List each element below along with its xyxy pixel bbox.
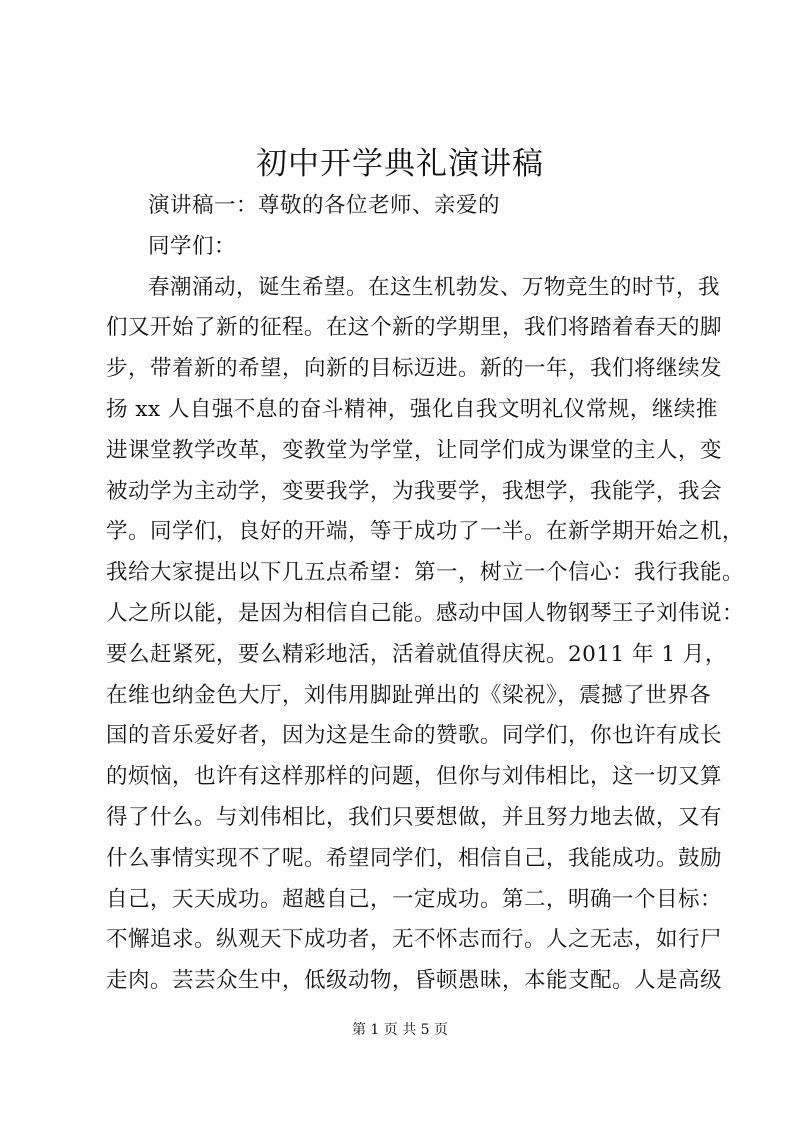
body-line: 进课堂教学改革，变教堂为学堂，让同学们成为课堂的主人，变 — [106, 437, 723, 463]
body-line: 要么赶紧死，要么精彩地活，活着就值得庆祝。2011 年 1 月， — [106, 641, 727, 667]
body-line: 被动学为主动学，变要我学，为我要学，我想学，我能学，我会 — [106, 478, 723, 504]
body-line: 我给大家提出以下几五点希望：第一，树立一个信心：我行我能。 — [106, 560, 745, 586]
body-line: 春潮涌动，诞生希望。在这生机勃发、万物竞生的时节，我 — [148, 274, 721, 300]
body-line: 走肉。芸芸众生中，低级动物，昏顿愚昧，本能支配。人是高级 — [106, 968, 723, 994]
body-line: 在维也纳金色大厅，刘伟用脚趾弹出的《梁祝》，震撼了世界各 — [106, 682, 712, 708]
body-line: 的烦恼，也许有这样那样的问题，但你与刘伟相比，这一切又算 — [106, 764, 723, 790]
document-body — [106, 186, 745, 1002]
body-line: 自己，天天成功。超越自己，一定成功。第二，明确一个目标： — [106, 886, 723, 912]
body-line: 扬 xx 人自强不息的奋斗精神，强化自我文明礼仪常规，继续推 — [106, 396, 718, 422]
body-line: 人之所以能，是因为相信自己能。感动中国人物钢琴王子刘伟说： — [106, 600, 745, 626]
document-title: 初中开学典礼演讲稿 — [256, 146, 544, 182]
body-line: 学。同学们，良好的开端，等于成功了一半。在新学期开始之机， — [106, 519, 745, 545]
body-line: 同学们： — [148, 233, 237, 259]
body-line: 得了什么。与刘伟相比，我们只要想做，并且努力地去做，又有 — [106, 804, 723, 830]
body-line: 国的音乐爱好者，因为这是生命的赞歌。同学们，你也许有成长 — [106, 723, 723, 749]
body-line: 不懈追求。纵观天下成功者，无不怀志而行。人之无志，如行尸 — [106, 927, 723, 953]
body-line: 们又开始了新的征程。在这个新的学期里，我们将踏着春天的脚 — [106, 315, 723, 341]
body-line: 步，带着新的希望，向新的目标迈进。新的一年，我们将继续发 — [106, 356, 723, 382]
body-line: 演讲稿一：尊敬的各位老师、亲爱的 — [148, 193, 501, 218]
page-footer: 第 1 页 共 5 页 — [351, 1022, 449, 1038]
body-line: 什么事情实现不了呢。希望同学们，相信自己，我能成功。鼓励 — [106, 845, 723, 871]
